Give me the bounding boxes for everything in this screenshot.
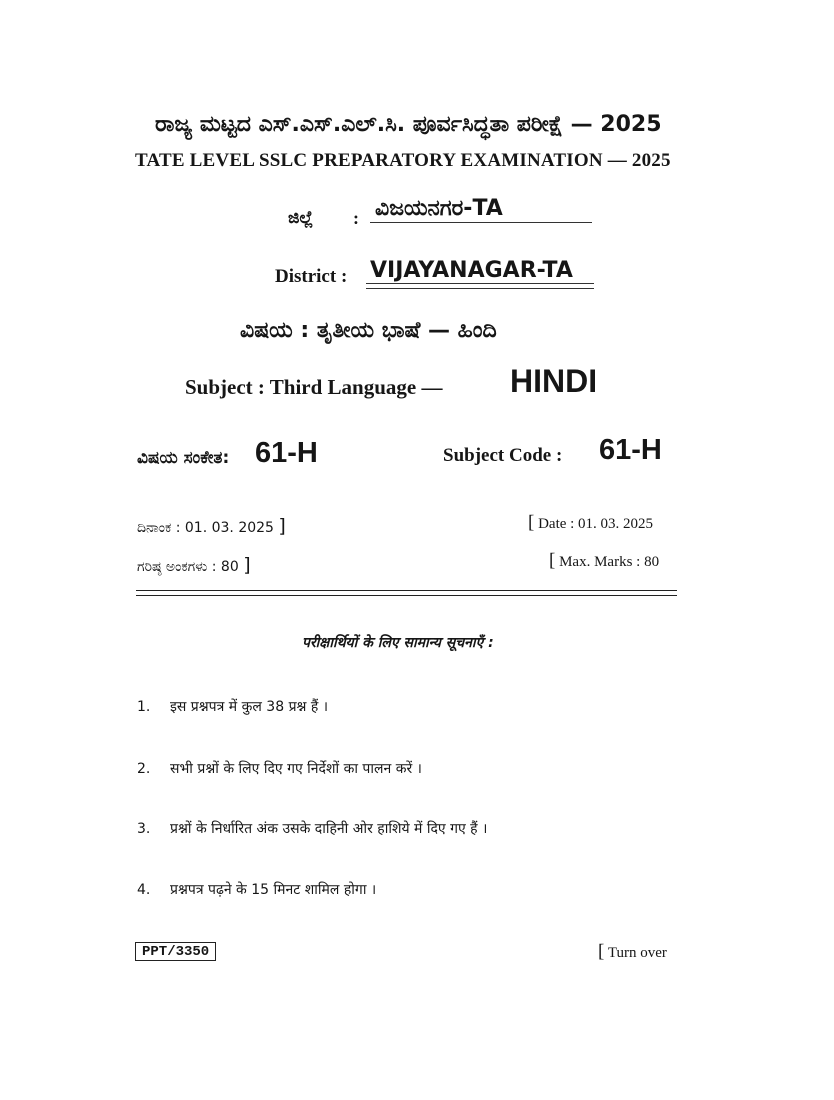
- date-kannada: [137, 515, 286, 537]
- subject-code-value-kannada: 61-H: [255, 437, 318, 469]
- district-label-kannada: ಜಿಲ್ಲೆ: [288, 208, 314, 228]
- district-value-kannada: ವಿಜಯನಗರ-TA: [375, 196, 503, 221]
- district-label-english: District :: [275, 266, 348, 287]
- exam-title-kannada: ರಾಜ್ಯ ಮಟ್ಟದ ಎಸ್.ಎಸ್.ಎಲ್.ಸಿ. ಪೂರ್ವಸಿದ್ಧತಾ ಪರೀಕ್ಷೆ — 2025: [155, 112, 662, 137]
- instruction-text: सभी प्रश्नों के लिए दिए गए निर्देशों का पालन करें ।: [170, 761, 422, 777]
- instruction-text: इस प्रश्नपत्र में कुल 38 प्रश्न हैं ।: [170, 699, 329, 715]
- close-bracket: ]: [243, 554, 251, 576]
- subject-code-label-kannada: ವಿಷಯ ಸಂಕೇತ:: [137, 448, 230, 468]
- max-marks-kannada: [137, 554, 251, 576]
- instructions-heading: परीक्षार्थियों के लिए सामान्य सूचनाएँ :: [302, 635, 494, 651]
- instruction-item: [137, 819, 487, 838]
- max-marks-kannada-text: ಗರಿಷ್ಠ ಅಂಕಗಳು : 80: [137, 559, 239, 575]
- instruction-number: 4.: [137, 882, 151, 898]
- max-marks-english: [549, 550, 659, 572]
- divider-bottom: [136, 595, 677, 596]
- instruction-item: [137, 880, 376, 899]
- district-value-english: VIJAYANAGAR-TA: [370, 258, 573, 283]
- close-bracket: ]: [278, 515, 286, 537]
- subject-value-english: HINDI: [510, 363, 598, 399]
- open-bracket: [: [598, 941, 605, 962]
- instruction-number: 2.: [137, 761, 151, 777]
- date-english-text: Date : 01. 03. 2025: [538, 516, 654, 532]
- turn-over-text: Turn over: [607, 945, 667, 961]
- subject-code-value-english: 61-H: [599, 434, 662, 466]
- turn-over-note: [598, 941, 667, 963]
- district-underline-bottom: [366, 288, 594, 289]
- instruction-number: 3.: [137, 821, 151, 837]
- district-underline-top: [366, 283, 594, 284]
- district-colon: :: [353, 208, 359, 228]
- subject-kannada: ವಿಷಯ : ತೃತೀಯ ಭಾಷೆ — ಹಿಂದಿ: [240, 318, 497, 343]
- subject-code-label-english: Subject Code :: [443, 445, 563, 466]
- divider-top: [136, 590, 677, 591]
- subject-label-english: Subject : Third Language —: [185, 375, 443, 399]
- open-bracket: [: [549, 550, 556, 571]
- instruction-text: प्रश्नों के निर्धारित अंक उसके दाहिनी ओर हाशिये में दिए गए हैं ।: [170, 821, 488, 837]
- paper-code-box: PPT/3350: [135, 942, 216, 961]
- exam-title-english: TATE LEVEL SSLC PREPARATORY EXAMINATION — 2025: [135, 150, 671, 171]
- open-bracket: [: [528, 512, 535, 533]
- date-english: [528, 512, 653, 534]
- district-underline: [370, 222, 592, 223]
- instruction-item: [137, 697, 328, 716]
- instruction-item: [137, 759, 422, 778]
- instruction-text: प्रश्नपत्र पढ़ने के 15 मिनट शामिल होगा ।: [170, 882, 377, 898]
- max-marks-english-text: Max. Marks : 80: [559, 554, 660, 570]
- date-kannada-text: ದಿನಾಂಕ : 01. 03. 2025: [137, 520, 274, 536]
- instruction-number: 1.: [137, 699, 151, 715]
